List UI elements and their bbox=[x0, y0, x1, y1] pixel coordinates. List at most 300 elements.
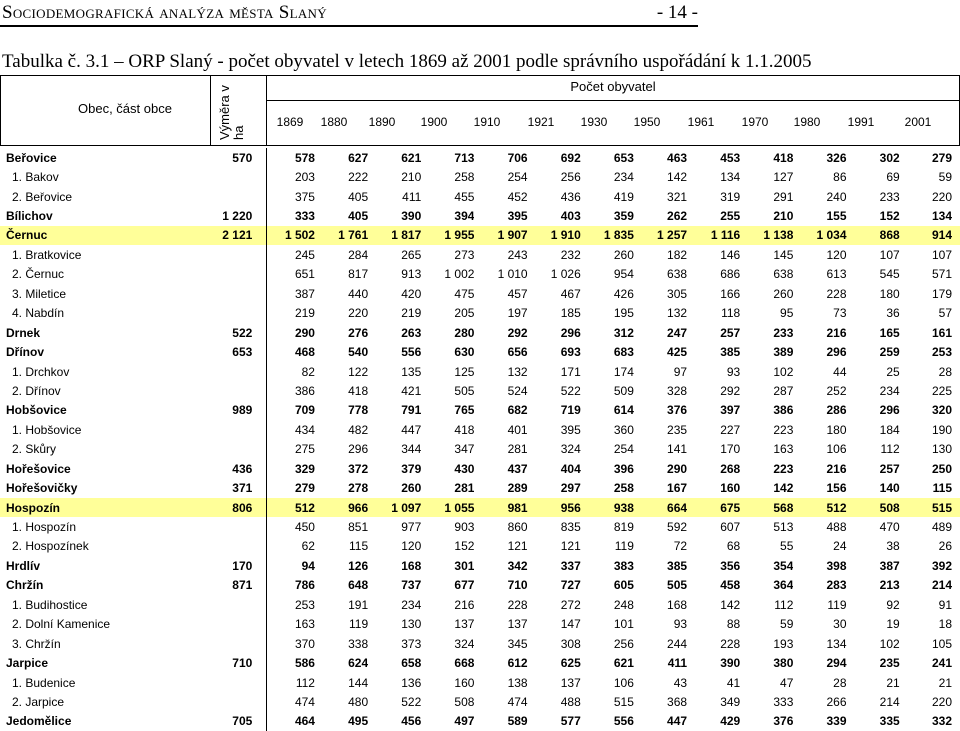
population-cell: 612 bbox=[507, 656, 528, 671]
population-cell: 389 bbox=[773, 345, 794, 360]
population-cell: 228 bbox=[720, 636, 741, 651]
population-cell: 296 bbox=[560, 325, 581, 340]
population-cell: 324 bbox=[454, 636, 475, 651]
population-cell: 954 bbox=[613, 267, 634, 282]
row-name: Jedomělice bbox=[6, 714, 72, 729]
table-caption: Tabulka č. 3.1 – ORP Slaný - počet obyvatel v letech 1869 až 2001 podle správního uspořádání k 1.1.2005 bbox=[2, 51, 812, 72]
population-cell: 184 bbox=[879, 422, 900, 437]
population-cell: 474 bbox=[294, 694, 315, 709]
row-name: Jarpice bbox=[6, 656, 49, 671]
row-area bbox=[211, 615, 267, 634]
population-cell: 216 bbox=[454, 597, 475, 612]
population-cell: 235 bbox=[879, 656, 900, 671]
row-name: Drnek bbox=[6, 325, 41, 340]
population-cell: 21 bbox=[938, 675, 952, 690]
population-cell: 260 bbox=[613, 247, 634, 262]
population-cell: 1 910 bbox=[528, 226, 581, 245]
population-cell: 418 bbox=[454, 422, 475, 437]
population-cell: 284 bbox=[348, 247, 369, 262]
population-cell: 106 bbox=[613, 675, 634, 690]
population-cell: 356 bbox=[720, 558, 741, 573]
population-cell: 259 bbox=[879, 345, 900, 360]
population-cell: 223 bbox=[773, 422, 794, 437]
population-cell: 966 bbox=[315, 498, 368, 517]
municipality-row bbox=[0, 401, 960, 420]
population-cell: 395 bbox=[560, 422, 581, 437]
population-cell: 257 bbox=[879, 461, 900, 476]
population-cell: 329 bbox=[294, 461, 315, 476]
population-cell: 342 bbox=[507, 558, 528, 573]
population-cell: 120 bbox=[401, 539, 422, 554]
population-cell: 425 bbox=[667, 345, 688, 360]
population-cell: 18 bbox=[938, 617, 952, 632]
population-cell: 197 bbox=[507, 306, 528, 321]
population-cell: 214 bbox=[931, 578, 952, 593]
population-cell: 333 bbox=[773, 694, 794, 709]
population-cell: 292 bbox=[720, 383, 741, 398]
population-cell: 397 bbox=[720, 403, 741, 418]
population-cell: 683 bbox=[613, 345, 634, 360]
population-cell: 1 138 bbox=[740, 226, 793, 245]
population-cell: 73 bbox=[833, 306, 847, 321]
population-cell: 233 bbox=[773, 325, 794, 340]
population-cell: 589 bbox=[507, 714, 528, 729]
year-header: 1950 bbox=[633, 115, 661, 129]
population-cell: 266 bbox=[826, 694, 847, 709]
row-area bbox=[211, 304, 267, 323]
population-cell: 627 bbox=[348, 150, 369, 165]
population-cell: 614 bbox=[613, 403, 634, 418]
year-header: 1900 bbox=[420, 115, 448, 129]
population-cell: 522 bbox=[560, 383, 581, 398]
municipality-part-row bbox=[0, 615, 960, 634]
population-cell: 170 bbox=[720, 442, 741, 457]
population-cell: 287 bbox=[773, 383, 794, 398]
population-cell: 668 bbox=[454, 656, 475, 671]
row-area: 570 bbox=[211, 148, 267, 167]
population-cell: 155 bbox=[826, 209, 847, 224]
population-cell: 686 bbox=[720, 267, 741, 282]
population-cell: 273 bbox=[454, 247, 475, 262]
population-cell: 1 034 bbox=[793, 226, 846, 245]
population-cell: 1 257 bbox=[634, 226, 687, 245]
population-cell: 25 bbox=[886, 364, 900, 379]
population-cell: 86 bbox=[833, 170, 847, 185]
population-cell: 1 907 bbox=[474, 226, 527, 245]
population-cell: 324 bbox=[560, 442, 581, 457]
municipality-row bbox=[0, 556, 960, 575]
row-area: 710 bbox=[211, 653, 267, 672]
population-cell: 115 bbox=[348, 539, 369, 554]
row-name: Bílichov bbox=[6, 209, 53, 224]
population-cell: 370 bbox=[294, 636, 315, 651]
municipality-row bbox=[0, 576, 960, 595]
population-cell: 545 bbox=[879, 267, 900, 282]
population-cell: 253 bbox=[294, 597, 315, 612]
population-cell: 474 bbox=[507, 694, 528, 709]
municipality-part-row bbox=[0, 167, 960, 186]
population-cell: 456 bbox=[401, 714, 422, 729]
year-header: 2001 bbox=[904, 115, 932, 129]
population-cell: 605 bbox=[613, 578, 634, 593]
population-cell: 193 bbox=[773, 636, 794, 651]
municipality-row bbox=[0, 653, 960, 672]
population-cell: 225 bbox=[931, 383, 952, 398]
population-cell: 286 bbox=[826, 403, 847, 418]
row-name: Černuc bbox=[0, 226, 211, 245]
population-cell: 190 bbox=[931, 422, 952, 437]
population-cell: 426 bbox=[613, 286, 634, 301]
column-header-obec: Obec, část obce bbox=[78, 101, 172, 116]
municipality-row bbox=[0, 148, 960, 167]
population-cell: 480 bbox=[348, 694, 369, 709]
year-header: 1930 bbox=[580, 115, 608, 129]
population-cell: 765 bbox=[454, 403, 475, 418]
population-cell: 387 bbox=[879, 558, 900, 573]
population-cell: 468 bbox=[294, 345, 315, 360]
population-cell: 447 bbox=[401, 422, 422, 437]
population-cell: 372 bbox=[348, 461, 369, 476]
population-cell: 320 bbox=[931, 403, 952, 418]
population-cell: 132 bbox=[507, 364, 528, 379]
population-cell: 556 bbox=[401, 345, 422, 360]
population-cell: 512 bbox=[267, 498, 315, 517]
population-cell: 354 bbox=[773, 558, 794, 573]
population-cell: 817 bbox=[348, 267, 369, 282]
population-table bbox=[0, 148, 960, 731]
municipality-row bbox=[0, 226, 960, 245]
population-cell: 105 bbox=[931, 636, 952, 651]
population-cell: 43 bbox=[673, 675, 688, 690]
population-cell: 375 bbox=[294, 189, 315, 204]
population-cell: 163 bbox=[294, 617, 315, 632]
row-area bbox=[211, 634, 267, 653]
population-cell: 440 bbox=[348, 286, 369, 301]
municipality-row bbox=[0, 478, 960, 497]
row-name: Beřovice bbox=[6, 150, 57, 165]
population-cell: 254 bbox=[507, 170, 528, 185]
population-cell: 219 bbox=[294, 306, 315, 321]
population-cell: 495 bbox=[348, 714, 369, 729]
population-cell: 1 055 bbox=[421, 498, 474, 517]
population-cell: 279 bbox=[931, 150, 952, 165]
population-cell: 360 bbox=[613, 422, 634, 437]
population-cell: 290 bbox=[294, 325, 315, 340]
row-name: 1. Budenice bbox=[12, 675, 76, 690]
population-cell: 434 bbox=[294, 422, 315, 437]
population-cell: 182 bbox=[667, 247, 688, 262]
row-name: Hospozín bbox=[0, 498, 211, 517]
row-name: 2. Dřínov bbox=[12, 383, 61, 398]
population-cell: 68 bbox=[726, 539, 741, 554]
row-name: 4. Nabdín bbox=[12, 306, 65, 321]
population-cell: 92 bbox=[886, 597, 900, 612]
municipality-part-row bbox=[0, 420, 960, 439]
population-cell: 280 bbox=[454, 325, 475, 340]
population-cell: 578 bbox=[294, 150, 315, 165]
population-cell: 693 bbox=[560, 345, 581, 360]
population-cell: 383 bbox=[613, 558, 634, 573]
municipality-part-row bbox=[0, 245, 960, 264]
population-cell: 385 bbox=[667, 558, 688, 573]
row-area bbox=[211, 284, 267, 303]
population-cell: 279 bbox=[294, 481, 315, 496]
row-area: 871 bbox=[211, 576, 267, 595]
population-cell: 1 817 bbox=[368, 226, 421, 245]
population-cell: 658 bbox=[401, 656, 422, 671]
population-cell: 252 bbox=[826, 383, 847, 398]
row-area bbox=[211, 362, 267, 381]
population-cell: 386 bbox=[294, 383, 315, 398]
municipality-part-row bbox=[0, 265, 960, 284]
population-cell: 115 bbox=[932, 481, 952, 496]
population-cell: 682 bbox=[507, 403, 528, 418]
row-name: 1. Hobšovice bbox=[12, 422, 82, 437]
population-cell: 119 bbox=[614, 539, 634, 554]
population-cell: 166 bbox=[720, 286, 741, 301]
population-cell: 470 bbox=[879, 520, 900, 535]
population-cell: 326 bbox=[826, 150, 847, 165]
population-cell: 134 bbox=[720, 170, 741, 185]
population-cell: 130 bbox=[931, 442, 952, 457]
population-cell: 210 bbox=[773, 209, 794, 224]
population-cell: 97 bbox=[673, 364, 688, 379]
population-cell: 281 bbox=[507, 442, 528, 457]
year-header: 1991 bbox=[847, 115, 875, 129]
row-area bbox=[211, 187, 267, 206]
row-name: Hrdlív bbox=[6, 558, 41, 573]
population-cell: 296 bbox=[826, 345, 847, 360]
population-cell: 625 bbox=[560, 656, 581, 671]
municipality-part-row bbox=[0, 362, 960, 381]
population-cell: 142 bbox=[773, 481, 794, 496]
population-cell: 509 bbox=[613, 383, 634, 398]
population-cell: 195 bbox=[613, 306, 634, 321]
population-cell: 59 bbox=[780, 617, 794, 632]
population-cell: 464 bbox=[294, 714, 315, 729]
municipality-part-row bbox=[0, 537, 960, 556]
population-cell: 240 bbox=[826, 189, 847, 204]
population-cell: 349 bbox=[720, 694, 741, 709]
municipality-row bbox=[0, 323, 960, 342]
population-cell: 112 bbox=[880, 442, 900, 457]
population-cell: 160 bbox=[454, 675, 475, 690]
population-cell: 258 bbox=[613, 481, 634, 496]
row-name: 2. Dolní Kamenice bbox=[12, 617, 111, 632]
population-cell: 345 bbox=[507, 636, 528, 651]
population-cell: 59 bbox=[938, 170, 952, 185]
population-cell: 337 bbox=[560, 558, 581, 573]
population-cell: 234 bbox=[879, 383, 900, 398]
population-cell: 419 bbox=[613, 189, 634, 204]
population-cell: 868 bbox=[847, 226, 900, 245]
population-cell: 174 bbox=[613, 364, 634, 379]
population-cell: 737 bbox=[401, 578, 422, 593]
population-cell: 258 bbox=[454, 170, 475, 185]
population-cell: 121 bbox=[507, 539, 528, 554]
population-cell: 180 bbox=[826, 422, 847, 437]
population-cell: 380 bbox=[773, 656, 794, 671]
year-header: 1910 bbox=[473, 115, 501, 129]
population-cell: 368 bbox=[667, 694, 688, 709]
population-cell: 245 bbox=[294, 247, 315, 262]
population-cell: 656 bbox=[507, 345, 528, 360]
population-cell: 232 bbox=[560, 247, 581, 262]
population-cell: 392 bbox=[931, 558, 952, 573]
population-cell: 19 bbox=[886, 617, 900, 632]
population-cell: 791 bbox=[401, 403, 422, 418]
population-cell: 244 bbox=[667, 636, 688, 651]
population-cell: 508 bbox=[454, 694, 475, 709]
population-cell: 403 bbox=[560, 209, 581, 224]
population-cell: 586 bbox=[294, 656, 315, 671]
population-cell: 405 bbox=[348, 189, 369, 204]
population-cell: 385 bbox=[720, 345, 741, 360]
population-cell: 268 bbox=[720, 461, 741, 476]
population-cell: 568 bbox=[740, 498, 793, 517]
population-cell: 137 bbox=[454, 617, 475, 632]
row-area: 170 bbox=[211, 556, 267, 575]
population-cell: 387 bbox=[294, 286, 315, 301]
population-cell: 515 bbox=[900, 498, 960, 517]
population-cell: 835 bbox=[560, 520, 581, 535]
population-cell: 95 bbox=[780, 306, 794, 321]
population-cell: 233 bbox=[879, 189, 900, 204]
population-cell: 292 bbox=[507, 325, 528, 340]
population-cell: 344 bbox=[401, 442, 422, 457]
population-cell: 706 bbox=[507, 150, 528, 165]
row-area bbox=[211, 420, 267, 439]
population-cell: 91 bbox=[938, 597, 952, 612]
row-area: 1 220 bbox=[211, 206, 267, 225]
population-cell: 156 bbox=[826, 481, 847, 496]
population-cell: 254 bbox=[613, 442, 634, 457]
population-cell: 497 bbox=[454, 714, 475, 729]
population-cell: 390 bbox=[401, 209, 422, 224]
row-area: 806 bbox=[211, 498, 267, 517]
population-cell: 328 bbox=[667, 383, 688, 398]
population-cell: 489 bbox=[931, 520, 952, 535]
population-cell: 72 bbox=[673, 539, 688, 554]
population-cell: 228 bbox=[507, 597, 528, 612]
population-cell: 107 bbox=[879, 247, 900, 262]
population-cell: 220 bbox=[931, 694, 952, 709]
population-cell: 179 bbox=[931, 286, 952, 301]
population-cell: 243 bbox=[507, 247, 528, 262]
population-cell: 119 bbox=[827, 597, 847, 612]
population-cell: 653 bbox=[613, 150, 634, 165]
population-cell: 118 bbox=[721, 306, 741, 321]
population-cell: 135 bbox=[401, 364, 422, 379]
population-cell: 430 bbox=[454, 461, 475, 476]
population-cell: 308 bbox=[560, 636, 581, 651]
row-area: 653 bbox=[211, 342, 267, 361]
population-cell: 301 bbox=[454, 558, 475, 573]
population-cell: 130 bbox=[401, 617, 422, 632]
year-header: 1880 bbox=[320, 115, 348, 129]
population-cell: 851 bbox=[348, 520, 369, 535]
population-cell: 411 bbox=[667, 656, 688, 671]
population-cell: 125 bbox=[454, 364, 475, 379]
row-area bbox=[211, 265, 267, 284]
row-area: 989 bbox=[211, 401, 267, 420]
population-cell: 88 bbox=[726, 617, 741, 632]
population-cell: 379 bbox=[401, 461, 422, 476]
row-name: Hořešovice bbox=[6, 461, 71, 476]
row-name: 1. Hospozín bbox=[12, 520, 77, 535]
population-cell: 333 bbox=[294, 209, 315, 224]
population-cell: 778 bbox=[348, 403, 369, 418]
population-cell: 447 bbox=[667, 714, 688, 729]
population-cell: 222 bbox=[348, 170, 369, 185]
population-cell: 223 bbox=[773, 461, 794, 476]
population-cell: 376 bbox=[667, 403, 688, 418]
population-cell: 136 bbox=[401, 675, 422, 690]
municipality-row bbox=[0, 498, 960, 517]
population-cell: 437 bbox=[507, 461, 528, 476]
population-cell: 452 bbox=[507, 189, 528, 204]
population-cell: 102 bbox=[773, 364, 794, 379]
municipality-row bbox=[0, 712, 960, 731]
population-cell: 203 bbox=[294, 170, 315, 185]
population-cell: 664 bbox=[634, 498, 687, 517]
population-cell: 675 bbox=[687, 498, 740, 517]
population-cell: 719 bbox=[560, 403, 581, 418]
row-area: 371 bbox=[211, 478, 267, 497]
population-cell: 394 bbox=[454, 209, 475, 224]
population-cell: 255 bbox=[720, 209, 741, 224]
population-cell: 577 bbox=[560, 714, 581, 729]
year-header: 1890 bbox=[368, 115, 396, 129]
population-cell: 234 bbox=[401, 597, 422, 612]
population-cell: 938 bbox=[581, 498, 634, 517]
population-cell: 450 bbox=[294, 520, 315, 535]
population-cell: 214 bbox=[879, 694, 900, 709]
population-cell: 134 bbox=[826, 636, 847, 651]
population-cell: 28 bbox=[833, 675, 847, 690]
municipality-part-row bbox=[0, 692, 960, 711]
column-header-vymera: Výměra v ha bbox=[217, 85, 246, 140]
population-cell: 429 bbox=[720, 714, 741, 729]
population-cell: 421 bbox=[401, 383, 422, 398]
municipality-part-row bbox=[0, 517, 960, 536]
population-cell: 289 bbox=[507, 481, 528, 496]
year-header: 1869 bbox=[276, 115, 304, 129]
population-cell: 505 bbox=[454, 383, 475, 398]
population-cell: 1 026 bbox=[550, 267, 581, 282]
population-cell: 607 bbox=[720, 520, 741, 535]
population-cell: 82 bbox=[301, 364, 315, 379]
population-cell: 180 bbox=[879, 286, 900, 301]
population-cell: 144 bbox=[348, 675, 369, 690]
population-cell: 256 bbox=[613, 636, 634, 651]
population-cell: 418 bbox=[773, 150, 794, 165]
row-area bbox=[211, 595, 267, 614]
column-header-pocet-obyvatel: Počet obyvatel bbox=[570, 79, 656, 94]
population-cell: 458 bbox=[720, 578, 741, 593]
population-cell: 1 502 bbox=[267, 226, 315, 245]
population-cell: 257 bbox=[720, 325, 741, 340]
population-cell: 147 bbox=[560, 617, 581, 632]
population-cell: 141 bbox=[667, 442, 688, 457]
population-cell: 213 bbox=[879, 578, 900, 593]
row-name: 3. Chržín bbox=[12, 636, 61, 651]
population-cell: 305 bbox=[667, 286, 688, 301]
population-cell: 524 bbox=[507, 383, 528, 398]
page-number: - 14 - bbox=[656, 2, 698, 23]
population-cell: 260 bbox=[773, 286, 794, 301]
population-cell: 296 bbox=[348, 442, 369, 457]
